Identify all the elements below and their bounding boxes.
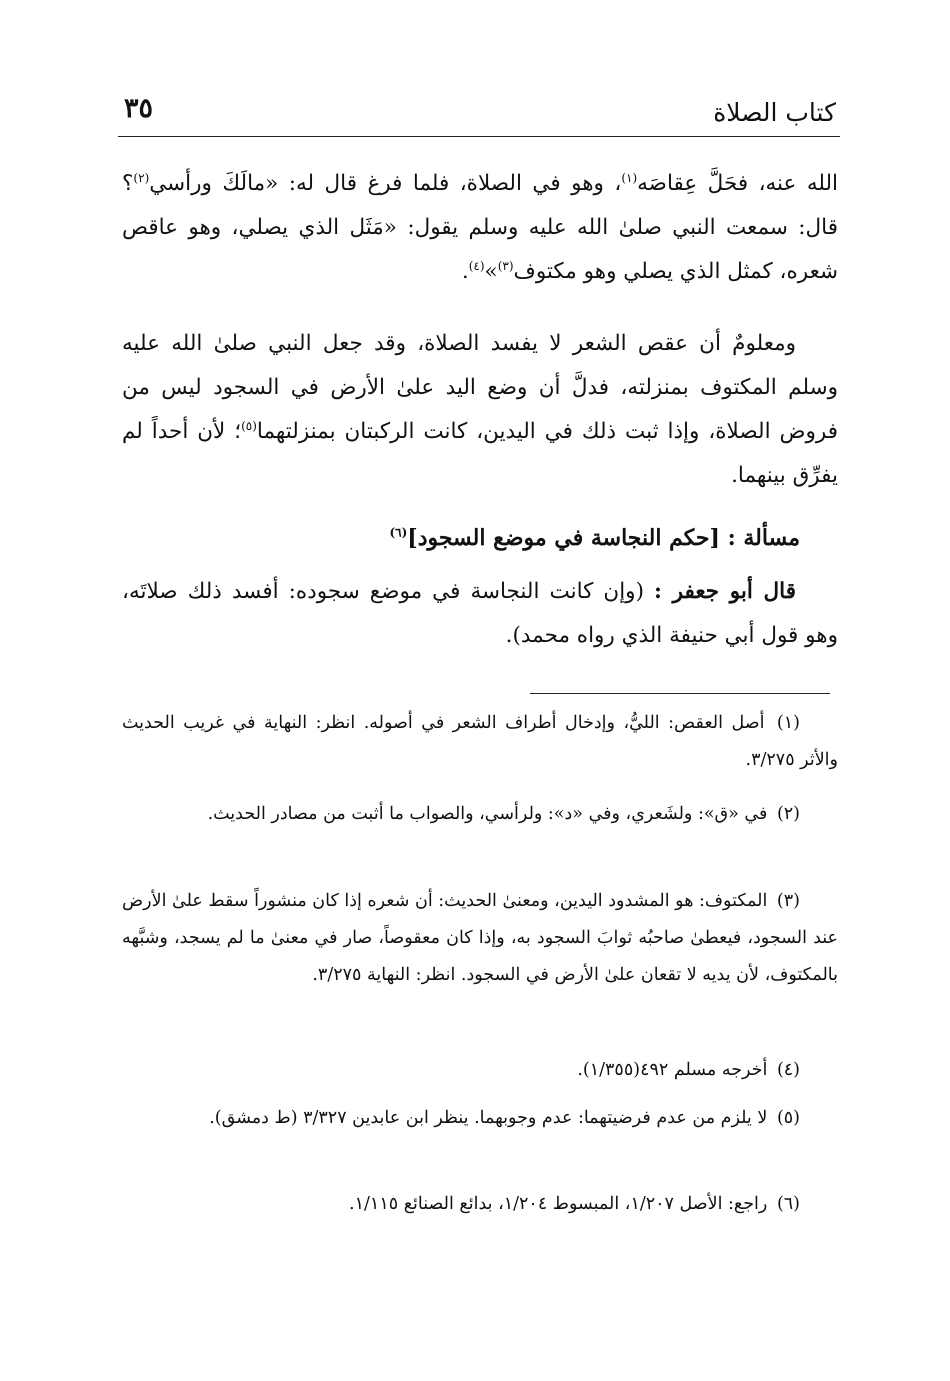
text-run: الله عنه، فحَلَّ عِقاصَه <box>637 171 838 196</box>
footnote-1 <box>122 705 838 779</box>
running-header <box>118 92 840 137</box>
footnote-4 <box>122 1052 838 1089</box>
body-paragraph-1 <box>122 162 838 294</box>
footnote-ref-4: (٤) <box>468 258 485 273</box>
footnote-6 <box>122 1186 838 1223</box>
page-number: ٣٥ <box>124 93 154 124</box>
footnote-text: المكتوف: هو المشدود اليدين، ومعنىٰ الحديث: أن شعره إذا كان منشوراً سقط علىٰ الأرض عند السجود، فيعطىٰ صاحبُه ثوابَ السجود به، وإذا كان معقوصاً، صار في معنىٰ ما لم يسجد، وشبَّهه بالمكتوف، لأن يديه لا تقعان علىٰ الأرض في السجود. انظر: النهاية ٣/٢٧٥. <box>122 891 838 985</box>
text-run: . <box>461 259 469 284</box>
footnote-ref-1: (١) <box>621 170 638 185</box>
footnote-text: لا يلزم من عدم فرضيتهما: عدم وجوبهما. ينظر ابن عابدين ٣/٣٢٧ (ط دمشق). <box>209 1108 768 1128</box>
text-run: ؛ لأن أحداً لم يفرِّق بينهما. <box>122 419 838 488</box>
footnote-ref-2: (٢) <box>133 170 150 185</box>
footnote-number: (٥) <box>776 1108 800 1128</box>
footnote-2 <box>122 796 838 833</box>
body-paragraph-3 <box>122 570 838 658</box>
footnote-number: (١) <box>776 713 800 733</box>
text-run: » <box>484 259 498 284</box>
body-paragraph-2 <box>122 322 838 498</box>
footnote-3 <box>122 883 838 994</box>
footnote-ref-5: (٥) <box>241 418 257 433</box>
text-run: ، وهو في الصلاة، فلما فرغ قال له: «مالَكَ ورأسي <box>149 171 622 196</box>
footnote-ref-6: (٦) <box>389 525 408 540</box>
speaker-label: قال أبو جعفر : <box>654 579 796 604</box>
chapter-title: كتاب الصلاة <box>713 98 836 127</box>
footnote-number: (٤) <box>776 1060 800 1080</box>
section-question-heading <box>160 516 800 560</box>
footnote-text: في «ق»: ولشَعري، وفي «د»: ولرأسي، والصواب ما أثبت من مصادر الحديث. <box>207 804 768 824</box>
footnote-text: أخرجه مسلم ٤٩٢(١/٣٥٥). <box>577 1060 768 1080</box>
footnote-number: (٢) <box>776 804 800 824</box>
text-run: (وإن كانت النجاسة في موضع سجوده: أفسد ذلك صلاتَه، وهو قول أبي حنيفة الذي رواه محمد). <box>122 579 838 648</box>
footnote-number: (٣) <box>776 891 800 911</box>
footnote-ref-3: (٣) <box>497 258 514 273</box>
text-run: ؟ قال: سمعت النبي صلىٰ الله عليه وسلم يقول: «مَثَل الذي يصلي، وهو عاقص شعره، كمثل الذي يصلي وهو مكتوف <box>122 171 838 284</box>
text-run: ومعلومٌ أن عقص الشعر لا يفسد الصلاة، وقد جعل النبي صلىٰ الله عليه وسلم المكتوف بمنزلته، فدلَّ أن وضع اليد علىٰ الأرض في السجود ليس من فروض الصلاة، وإذا ثبت ذلك في اليدين، كانت الركبتان بمنزلتهما <box>122 331 838 444</box>
footnote-number: (٦) <box>776 1194 800 1214</box>
footnote-text: أصل العقص: الليُّ، وإدخال أطراف الشعر في أصوله. انظر: النهاية في غريب الحديث والأثر ٣/٢٧٥. <box>122 713 838 770</box>
question-label: مسألة : <box>727 525 800 551</box>
footnote-divider <box>530 693 830 694</box>
footnote-text: راجع: الأصل ١/٢٠٧، المبسوط ١/٢٠٤، بدائع الصنائع ١/١١٥. <box>349 1194 768 1214</box>
footnote-5 <box>122 1100 838 1137</box>
question-title: [حكم النجاسة في موضع السجود] <box>407 525 720 551</box>
